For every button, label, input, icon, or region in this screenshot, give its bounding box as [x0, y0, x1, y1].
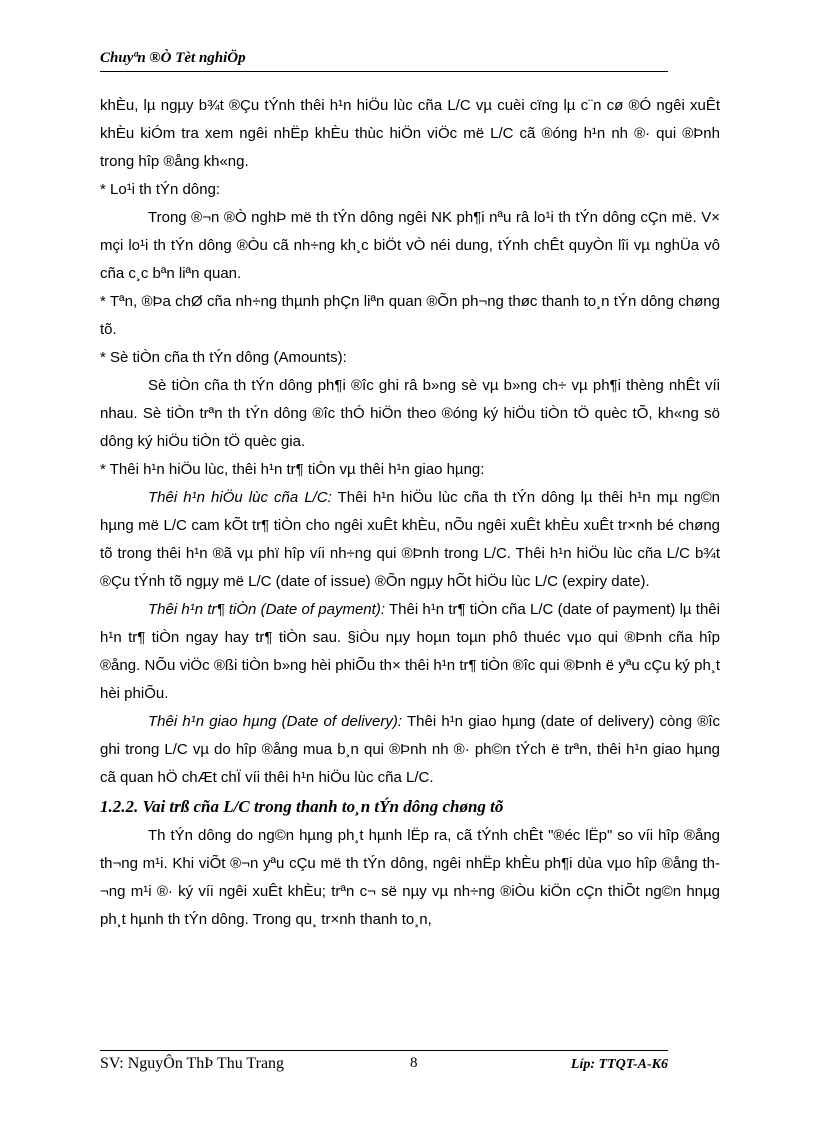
paragraph: Sè tiÒn cña th tÝn dông ph¶i ®îc ghi râ b»ng sè vµ b»ng ch÷ vµ ph¶i thèng nhÊt víi nhau. Sè tiÒn trªn th tÝn dông ®îc thÓ hiÖn theo ®óng ký hiÖu tiÒn tÖ quèc tÕ, kh«ng sö dông ký hiÖu tiÒn tÖ quèc gia. — [100, 377, 720, 450]
paragraph-text: Thêi h¹n giao hµng (date of delivery) còng ®îc ghi trong L/C vµ do hîp ®ång mua b¸n qui ®Þnh nh ®· ph©n tÝch ë trªn, thêi h¹n giao hµng cã quan hÖ chÆt chÏ víi thêi h¹n hiÖu lùc cña L/C. — [100, 713, 720, 786]
bullet-heading: * Lo¹i th tÝn dông: — [100, 181, 221, 198]
header-rule — [100, 71, 668, 72]
footer-rule — [100, 1050, 668, 1051]
paragraph — [100, 708, 720, 792]
section-heading: 1.2.2. Vai trß cña L/C trong thanh to¸n tÝn dông chøng tõ — [100, 797, 504, 816]
bullet-heading: * Tªn, ®Þa chØ cña nh÷ng thµnh phÇn liªn quan ®Õn ph¬ng thøc thanh to¸n tÝn dông chøng tõ. — [100, 293, 720, 338]
paragraph — [100, 596, 720, 708]
page-footer — [100, 1055, 668, 1079]
footer-student-name: SV: NguyÔn ThÞ Thu Trang — [100, 1055, 285, 1072]
page-header — [100, 50, 668, 67]
paragraph-text: Thêi h¹n hiÖu lùc cña th tÝn dông lµ thêi h¹n mµ ng©n hµng më L/C cam kÕt tr¶ tiÒn cho ngêi xuÊt khÈu, nÕu ngêi xuÊt khÈu xuÊt tr×nh bé chøng tõ trong thêi h¹n ®ã vµ phï hîp víi nh÷ng qui ®Þnh trong L/C. Thêi h¹n hiÖu lùc cña L/C b¾t ®Çu tÝnh tõ ngµy më L/C (date of issue) ®Õn ngµy hÕt hiÖu lùc L/C (expiry date). — [100, 489, 720, 590]
paragraph: Th tÝn dông do ng©n hµng ph¸t hµnh lËp ra, cã tÝnh chÊt "®éc lËp" so víi hîp ®ång th¬ng m¹i. Khi viÕt ®¬n yªu cÇu më th tÝn dông, ngêi nhËp khÈu ph¶i dùa vµo hîp ®ång th¬ng m¹i ®· ký víi ngêi xuÊt khÈu; trªn c¬ së nµy vµ nh÷ng ®iÒu kiÖn cÇn thiÕt ng©n hnµg ph¸t hµnh th tÝn dông. Trong qu¸ tr×nh thanh to¸n, — [100, 827, 720, 928]
paragraph-text: Thêi h¹n tr¶ tiÒn cña L/C (date of payment) lµ thêi h¹n tr¶ tiÒn ngay hay tr¶ tiÒn sau. §iÒu nµy hoµn toµn phô thuéc vµo qui ®Þnh cña hîp ®ång. NÕu viÖc ®ßi tiÒn b»ng hèi phiÕu th× thêi h¹n tr¶ tiÒn ®îc qui ®Þnh ë yªu cÇu ký ph¸t hèi phiÕu. — [100, 601, 720, 702]
inline-term: Thêi h¹n hiÖu lùc cña L/C: — [148, 489, 332, 506]
inline-term: Thêi h¹n giao hµng (Date of delivery): — [148, 713, 403, 730]
bullet-heading: * Sè tiÒn cña th tÝn dông (Amounts): — [100, 349, 347, 366]
bullet-heading: * Thêi h¹n hiÖu lùc, thêi h¹n tr¶ tiÒn vµ thêi h¹n giao hµng: — [100, 461, 485, 478]
paragraph: Trong ®¬n ®Ò nghÞ më th tÝn dông ngêi NK ph¶i nªu râ lo¹i th tÝn dông cÇn më. V× mçi lo¹i th tÝn dông ®Òu cã nh÷ng kh¸c biÖt vÒ néi dung, tÝnh chÊt quyÒn lîi vµ nghÜa vô cña c¸c bªn liªn quan. — [100, 209, 720, 282]
page-number: 8 — [410, 1055, 418, 1071]
header-title: Chuyªn ®Ò Tèt nghiÖp — [100, 50, 246, 66]
footer-class: Líp: TTQT-A-K6 — [570, 1057, 668, 1072]
inline-term: Thêi h¹n tr¶ tiÒn (Date of payment): — [148, 601, 385, 618]
paragraph: khÈu, lµ ngµy b¾t ®Çu tÝnh thêi h¹n hiÖu lùc cña L/C vµ cuèi cïng lµ c¨n cø ®Ó ngêi xuÊt khÈu kiÓm tra xem ngêi nhËp khÈu thùc hiÖn viÖc më L/C cã ®óng h¹n nh ®· qui ®Þnh trong hîp ®ång kh«ng. — [100, 97, 720, 170]
document-body — [100, 92, 720, 934]
paragraph — [100, 484, 720, 596]
